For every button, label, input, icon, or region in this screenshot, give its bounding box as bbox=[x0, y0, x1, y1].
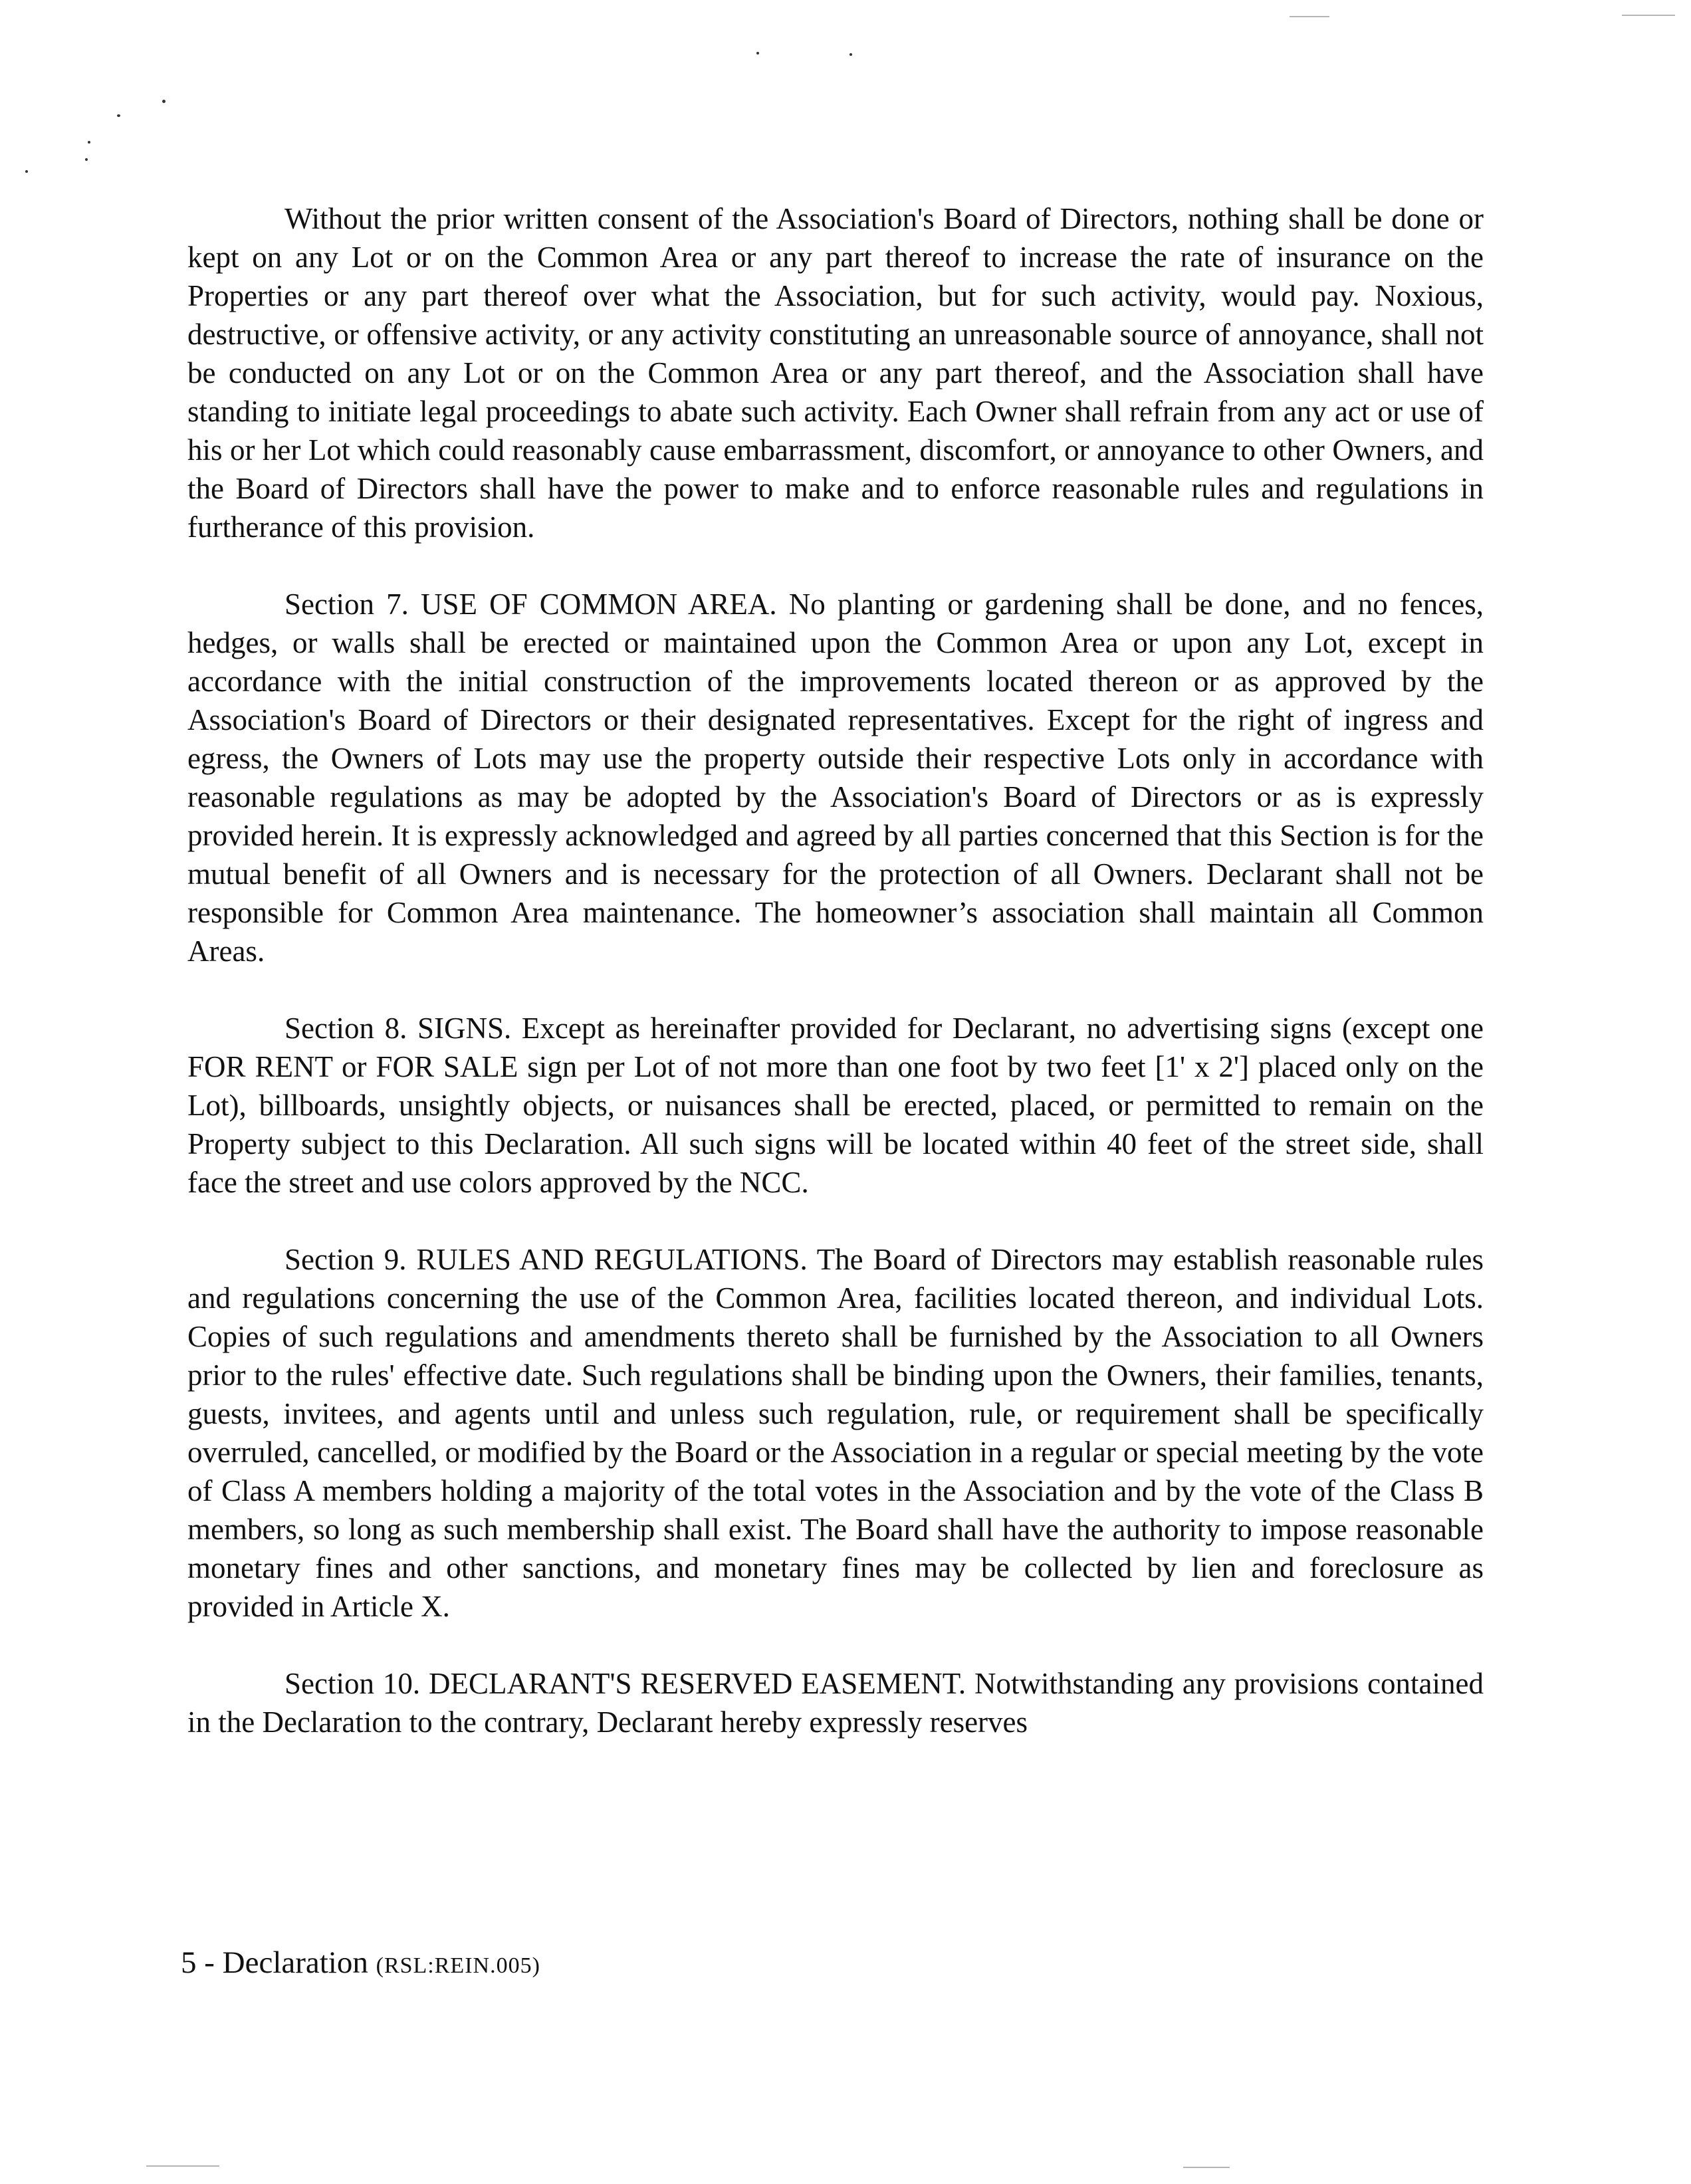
paragraph-section-8 bbox=[187, 1009, 1484, 1202]
scan-edge-line bbox=[1290, 16, 1329, 17]
paragraph-text: Section 7. USE OF COMMON AREA. No planting or gardening shall be done, and no fences, hedges, or walls shall be erected or maintained upon the Common Area or upon any Lot, except in accordance with the initial construction of the improvements located thereon or as approved by the Association's Board of Directors or their designated representatives. Except for the right of ingress and egress, the Owners of Lots may use the property outside their respective Lots only in accordance with reasonable regulations as may be adopted by the Association's Board of Directors or as is expressly provided herein. It is expressly acknowledged and agreed by all parties concerned that this Section is for the mutual benefit of all Owners and is necessary for the protection of all Owners. Declarant shall not be responsible for Common Area maintenance. The homeowner’s association shall maintain all Common Areas. bbox=[187, 588, 1484, 968]
scan-speck bbox=[162, 100, 166, 103]
paragraph-text: Section 9. RULES AND REGULATIONS. The Board of Directors may establish reasonable rules and regulations concerning the use of the Common Area, facilities located thereon, and individual Lots. Copies of such regulations and amendments thereto shall be furnished by the Association to all Owners prior to the rules' effective date. Such regulations shall be binding upon the Owners, their families, tenants, guests, invitees, and agents until and unless such regulation, rule, or requirement shall be specifically overruled, cancelled, or modified by the Board or the Association in a regular or special meeting by the vote of Class A members holding a majority of the total votes in the Association and by the vote of the Class B members, so long as such membership shall exist. The Board shall have the authority to impose reasonable monetary fines and other sanctions, and monetary fines may be collected by lien and foreclosure as provided in Article X. bbox=[187, 1243, 1484, 1623]
scan-speck bbox=[849, 53, 852, 56]
paragraph-text: Section 10. DECLARANT'S RESERVED EASEMENT. Notwithstanding any provisions contained in the Declaration to the contrary, Declarant hereby expressly reserves bbox=[187, 1667, 1484, 1739]
footer-page-label: 5 - Declaration bbox=[181, 1945, 368, 1980]
scan-edge-line bbox=[146, 2165, 219, 2167]
document-body bbox=[187, 199, 1484, 1780]
scan-speck bbox=[88, 141, 90, 144]
footer-doc-code: (RSL:REIN.005) bbox=[376, 1953, 540, 1978]
paragraph-opening bbox=[187, 199, 1484, 546]
paragraph-section-7 bbox=[187, 585, 1484, 970]
page-footer bbox=[181, 1943, 540, 1985]
scan-edge-line bbox=[1183, 2167, 1230, 2168]
paragraph-text: Section 8. SIGNS. Except as hereinafter provided for Declarant, no advertising signs (except one FOR RENT or FOR SALE sign per Lot of not more than one foot by two feet [1' x 2'] placed only on the Lot), billboards, unsightly objects, or nuisances shall be erected, placed, or permitted to remain on the Property subject to this Declaration. All such signs will be located within 40 feet of the street side, shall face the street and use colors approved by the NCC. bbox=[187, 1012, 1484, 1199]
scan-edge-line bbox=[1622, 15, 1675, 16]
scan-speck bbox=[25, 170, 28, 173]
paragraph-text: Without the prior written consent of the Association's Board of Directors, nothing shall be done or kept on any Lot or on the Common Area or any part thereof to increase the rate of insurance on the Properties or any part thereof over what the Association, but for such activity, would pay. Noxious, destructive, or offensive activity, or any activity constituting an unreasonable source of annoyance, shall not be conducted on any Lot or on the Common Area or any part thereof, and the Association shall have standing to initiate legal proceedings to abate such activity. Each Owner shall refrain from any act or use of his or her Lot which could reasonably cause embarrassment, discomfort, or annoyance to other Owners, and the Board of Directors shall have the power to make and to enforce reasonable rules and regulations in furtherance of this provision. bbox=[187, 202, 1484, 544]
scan-speck bbox=[117, 114, 120, 117]
scan-speck bbox=[756, 52, 759, 55]
scan-speck bbox=[85, 158, 88, 161]
paragraph-section-9 bbox=[187, 1240, 1484, 1626]
paragraph-section-10 bbox=[187, 1664, 1484, 1741]
